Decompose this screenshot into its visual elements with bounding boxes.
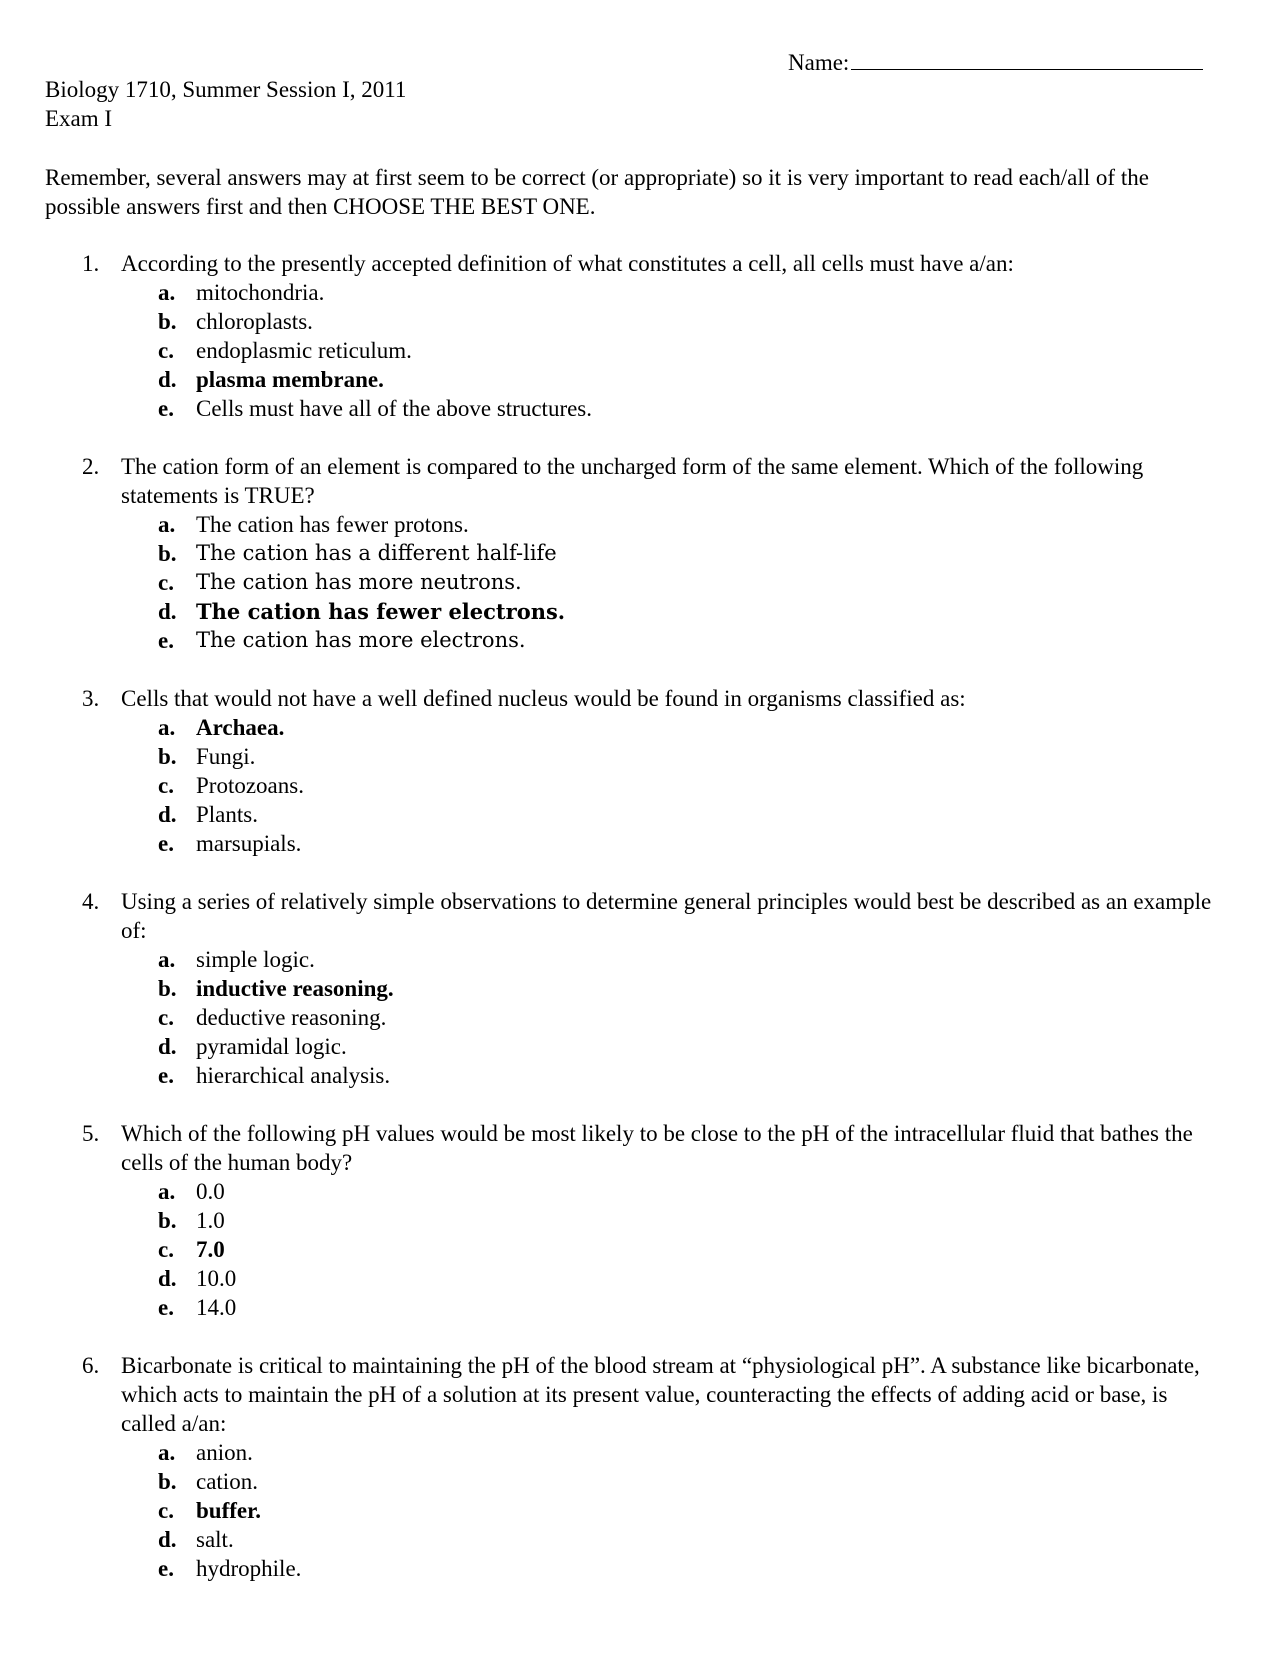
question-number: 6.	[82, 1353, 100, 1378]
question-number: 1.	[82, 251, 100, 276]
option-letter: a.	[158, 947, 176, 972]
option-a	[158, 510, 1215, 539]
question-number: 3.	[82, 686, 100, 711]
option-a	[158, 1177, 1215, 1206]
option-e	[158, 626, 1215, 655]
option-text: 1.0	[196, 1208, 225, 1233]
option-c	[158, 1496, 1215, 1525]
option-letter: e.	[158, 1556, 174, 1581]
option-letter: c.	[158, 1237, 174, 1262]
option-b	[158, 742, 1215, 771]
option-text: marsupials.	[196, 831, 302, 856]
option-a	[158, 1438, 1215, 1467]
option-text-correct: buffer.	[196, 1498, 261, 1523]
option-text-correct: plasma membrane.	[196, 367, 384, 392]
question-6	[45, 1351, 1215, 1583]
option-letter: a.	[158, 1179, 176, 1204]
option-letter: b.	[158, 309, 177, 334]
option-d	[158, 800, 1215, 829]
question-number: 4.	[82, 889, 100, 914]
option-list	[158, 278, 1215, 423]
question-3	[45, 684, 1215, 858]
question-5	[45, 1119, 1215, 1322]
option-text: The cation has fewer protons.	[196, 512, 469, 537]
option-c	[158, 1235, 1215, 1264]
option-text: hierarchical analysis.	[196, 1063, 391, 1088]
option-letter: e.	[158, 396, 174, 421]
option-list	[158, 1177, 1215, 1322]
option-e	[158, 1554, 1215, 1583]
option-b	[158, 1467, 1215, 1496]
option-letter: b.	[158, 1469, 177, 1494]
option-d	[158, 1525, 1215, 1554]
option-letter: d.	[158, 1527, 177, 1552]
name-field	[788, 47, 1203, 77]
question-text: The cation form of an element is compared to the uncharged form of the same element. Which of the following statements is TRUE?	[121, 454, 1144, 508]
option-text: simple logic.	[196, 947, 315, 972]
option-letter: d.	[158, 599, 177, 624]
option-d	[158, 365, 1215, 394]
instructions: Remember, several answers may at first seem to be correct (or appropriate) so it is very important to read each/all of the possible answers first and then CHOOSE THE BEST ONE.	[45, 165, 1149, 219]
option-text: endoplasmic reticulum.	[196, 338, 412, 363]
option-d	[158, 597, 1215, 626]
option-list	[158, 510, 1215, 655]
option-text-correct: The cation has fewer electrons.	[196, 599, 566, 624]
option-letter: c.	[158, 1498, 174, 1523]
question-list	[45, 249, 1215, 1612]
question-text: According to the presently accepted definition of what constitutes a cell, all cells must have a/an:	[121, 251, 1014, 276]
option-c	[158, 771, 1215, 800]
option-text: cation.	[196, 1469, 258, 1494]
option-text: The cation has more neutrons.	[196, 570, 522, 594]
option-letter: a.	[158, 280, 176, 305]
question-text: Bicarbonate is critical to maintaining the pH of the blood stream at “physiological pH”. A substance like bicarbonate, which acts to maintain the pH of a solution at its present value, counteracting the effects of adding acid or base, is called a/an:	[121, 1353, 1200, 1436]
option-letter: e.	[158, 1295, 174, 1320]
option-c	[158, 336, 1215, 365]
option-text: 0.0	[196, 1179, 225, 1204]
option-text: chloroplasts.	[196, 309, 313, 334]
question-number: 5.	[82, 1121, 100, 1146]
option-text: Cells must have all of the above structures.	[196, 396, 593, 421]
question-2	[45, 452, 1215, 655]
course-title: Biology 1710, Summer Session I, 2011	[45, 77, 407, 102]
option-letter: d.	[158, 367, 177, 392]
option-letter: a.	[158, 715, 176, 740]
name-label: Name:	[788, 50, 850, 75]
option-b	[158, 539, 1215, 568]
option-d	[158, 1264, 1215, 1293]
option-text: salt.	[196, 1527, 234, 1552]
option-list	[158, 1438, 1215, 1583]
option-c	[158, 568, 1215, 597]
name-blank-line	[851, 47, 1203, 70]
option-b	[158, 974, 1215, 1003]
option-text: The cation has a different half-life	[196, 541, 557, 565]
option-c	[158, 1003, 1215, 1032]
option-a	[158, 713, 1215, 742]
option-letter: d.	[158, 802, 177, 827]
option-text-correct: inductive reasoning.	[196, 976, 394, 1001]
exam-header	[45, 75, 406, 133]
question-text: Which of the following pH values would be most likely to be close to the pH of the intracellular fluid that bathes the cells of the human body?	[121, 1121, 1193, 1175]
option-letter: e.	[158, 628, 174, 653]
option-list	[158, 713, 1215, 858]
option-a	[158, 278, 1215, 307]
option-text: deductive reasoning.	[196, 1005, 387, 1030]
option-letter: d.	[158, 1266, 177, 1291]
option-text: The cation has more electrons.	[196, 628, 526, 652]
question-1	[45, 249, 1215, 423]
option-letter: e.	[158, 831, 174, 856]
question-text: Using a series of relatively simple observations to determine general principles would best be described as an example of:	[121, 889, 1212, 943]
option-text: anion.	[196, 1440, 253, 1465]
question-number: 2.	[82, 454, 100, 479]
option-letter: b.	[158, 976, 177, 1001]
option-letter: c.	[158, 338, 174, 363]
option-text: Plants.	[196, 802, 258, 827]
option-text: Protozoans.	[196, 773, 304, 798]
option-letter: c.	[158, 570, 174, 595]
option-e	[158, 1293, 1215, 1322]
question-4	[45, 887, 1215, 1090]
option-list	[158, 945, 1215, 1090]
option-e	[158, 829, 1215, 858]
exam-title: Exam I	[45, 106, 113, 131]
option-e	[158, 394, 1215, 423]
option-text: hydrophile.	[196, 1556, 302, 1581]
option-letter: a.	[158, 512, 176, 537]
option-letter: c.	[158, 773, 174, 798]
option-letter: c.	[158, 1005, 174, 1030]
option-letter: b.	[158, 541, 177, 566]
question-text: Cells that would not have a well defined nucleus would be found in organisms classified as:	[121, 686, 966, 711]
option-a	[158, 945, 1215, 974]
option-letter: e.	[158, 1063, 174, 1088]
option-text-correct: Archaea.	[196, 715, 285, 740]
option-letter: b.	[158, 1208, 177, 1233]
option-letter: a.	[158, 1440, 176, 1465]
option-text: mitochondria.	[196, 280, 325, 305]
option-d	[158, 1032, 1215, 1061]
option-text: 10.0	[196, 1266, 237, 1291]
option-e	[158, 1061, 1215, 1090]
option-text: Fungi.	[196, 744, 256, 769]
option-b	[158, 307, 1215, 336]
option-text: pyramidal logic.	[196, 1034, 347, 1059]
option-text: 14.0	[196, 1295, 237, 1320]
option-text-correct: 7.0	[196, 1237, 225, 1262]
option-b	[158, 1206, 1215, 1235]
option-letter: d.	[158, 1034, 177, 1059]
option-letter: b.	[158, 744, 177, 769]
